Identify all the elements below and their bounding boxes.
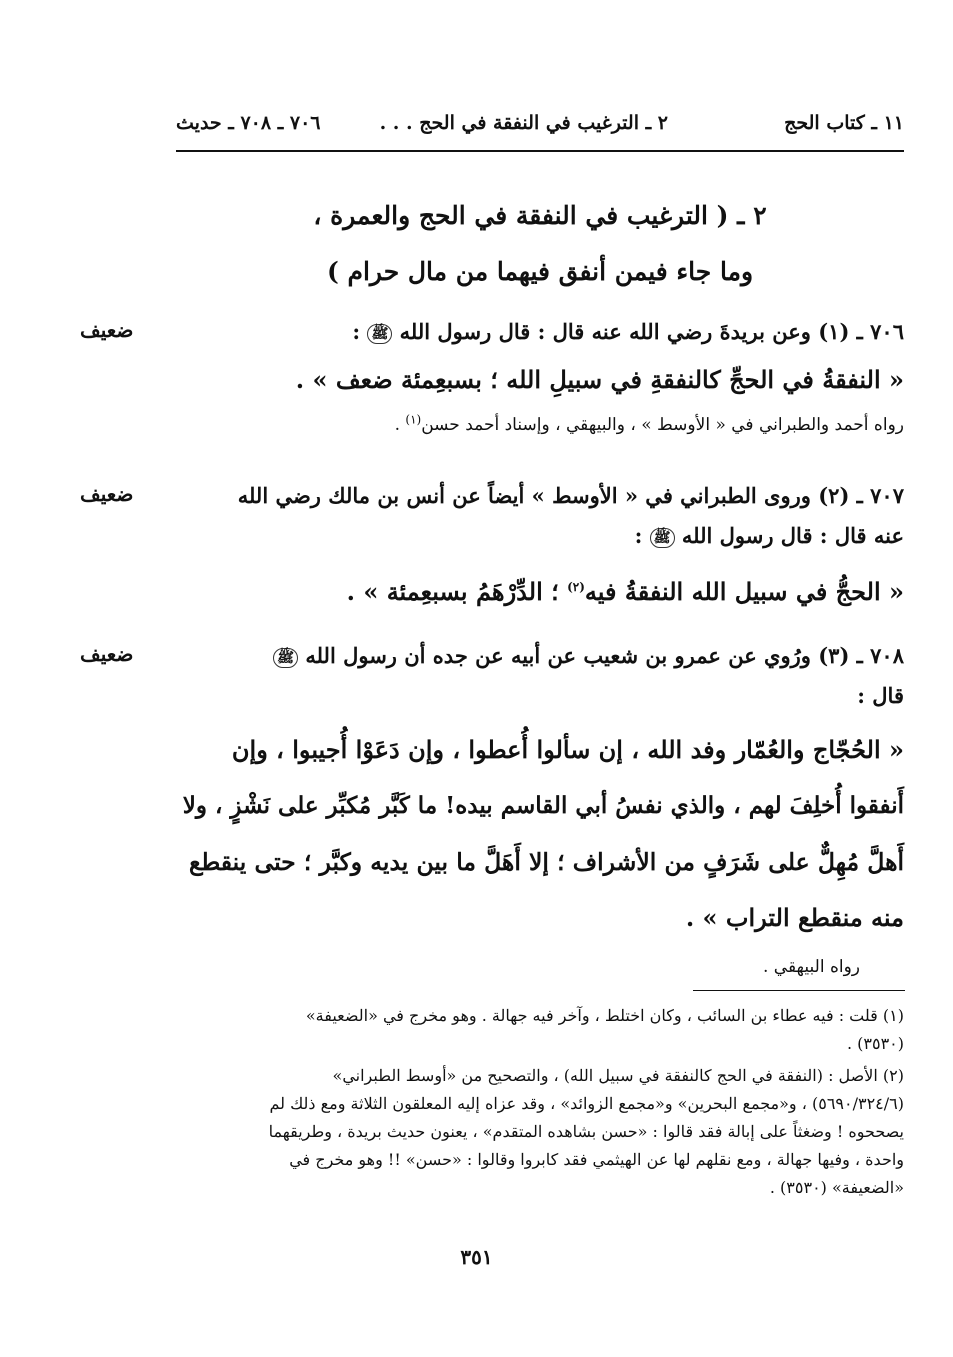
salutation-icon: ﷺ [367, 324, 392, 344]
hadith-707-text-b: ؛ الدِّرْهَمُ بسبعِمئة » . [346, 577, 568, 606]
grade-label-707: ضعيف [80, 482, 134, 506]
footnote-2-line-5: «الضعيفة» (٣٥٣٠) . [769, 1178, 904, 1197]
running-header-hadith-range: ٧٠٦ ـ ٧٠٨ ـ حديث [176, 112, 321, 134]
chapter-title [176, 188, 904, 300]
footnote-divider [693, 990, 905, 991]
footnote-ref-2: (٢) [567, 580, 585, 594]
running-header-book: ١١ ـ كتاب الحج [784, 112, 904, 134]
chapter-title-line-1: ٢ ـ ( الترغيب في النفقة في الحج والعمرة ، [313, 201, 767, 230]
hadith-706-intro-colon: : [352, 319, 368, 344]
running-header-chapter: ٢ ـ الترغيب في النفقة في الحج . . . [379, 112, 668, 134]
grade-label-706: ضعيف [80, 318, 134, 342]
hadith-707-text-a: « الحجُّ في سبيل الله النفقةُ فيه [584, 577, 904, 606]
footnote-2-line-3: يصححوه ! وضغثاً على إبالة فقد قالوا : «حسن بشاهده المتقدم» ، يعنون حديث بريدة ، وطريقهما [268, 1122, 904, 1141]
footnote-2-line-2: (٥٦٩٠/٣٢٤/٦) ، و«مجمع البحرين» و«مجمع الزوائد» ، وقد عزاه إليه المعلقون الثلاثة ومع ذلك لم [269, 1094, 904, 1113]
grade-label-708: ضعيف [80, 642, 134, 666]
footnote-1-line-2: (٣٥٣٠) . [846, 1034, 904, 1053]
hadith-708-intro-line-1 [176, 636, 904, 676]
hadith-706-source-end: . [394, 415, 406, 435]
footnote-ref-1: (١) [405, 412, 422, 427]
hadith-708-intro-text: ٧٠٨ ـ (٣) ورُوي عن عمرو بن شعيب عن أبيه عن جده أن رسول الله [305, 643, 904, 668]
footnote-2-line-1: (٢) الأصل : (النفقة في الحج كالنفقة في سبيل الله) ، والتصحيح من «أوسط الطبراني» [332, 1066, 904, 1085]
footnotes [176, 1002, 904, 1202]
hadith-708-source: رواه البيهقي . [762, 957, 860, 977]
salutation-icon: ﷺ [650, 528, 675, 548]
hadith-708-text-line-3: أَهلَّ مُهِلٌّ على شَرَفٍ من الأشراف ؛ إلا أَهَلَّ ما بين يديه وكبَّر ؛ حتى ينقطع [189, 848, 904, 876]
hadith-707-intro-line-2 [176, 516, 904, 556]
hadith-708-text-line-4: منه منقطع التراب » . [685, 903, 904, 932]
hadith-707 [176, 476, 904, 620]
hadith-706-intro [176, 312, 904, 352]
hadith-706-source-text: رواه أحمد والطبراني في « الأوسط » ، والبيهقي ، وإسناد أحمد حسن [421, 415, 904, 435]
hadith-706-text: « النفقةُ في الحجِّ كالنفقةِ في سبيلِ الله ؛ بسبعِمئة ضعف » . [295, 365, 904, 394]
hadith-708-text-line-2: أَنفقوا أُخلِفَ لهم ، والذي نفسُ أبي القاسم بيده! ما كَبَّر مُكبِّر على نَشْزٍ ، ولا [182, 792, 904, 819]
hadith-707-text [176, 564, 904, 620]
footnote-1-line-1: (١) قلت : فيه عطاء بن السائب ، وكان اختلط ، وآخر فيه جهالة . وهو مخرج في «الضعيفة» [305, 1006, 904, 1025]
running-header [176, 108, 904, 142]
page-number: ٣٥١ [460, 1245, 493, 1269]
hadith-707-intro-colon: : [634, 523, 650, 548]
hadith-708-text-line-1: « الحُجّاج والعُمّار وفد الله ، إن سألوا أُعطوا ، وإن دَعَوْا أُجيبوا ، وإن [231, 735, 904, 764]
hadith-706-source [176, 408, 904, 442]
hadith-707-intro-line-1: ٧٠٧ ـ (٢) وروى الطبراني في « الأوسط » أيضاً عن أنس بن مالك رضي الله [237, 483, 904, 508]
hadith-706-intro-text: ٧٠٦ ـ (١) وعن بريدةَ رضي الله عنه قال : قال رسول الله [399, 319, 904, 344]
hadith-707-intro-text: عنه قال : قال رسول الله [681, 523, 904, 548]
hadith-708-intro-line-2: قال : [857, 683, 904, 708]
header-divider [176, 150, 904, 152]
footnote-2-line-4: واحدة ، وفيها جهالة ، ومع نقلهم لها عن الهيثمي فقد كابروا وقالوا : «حسن» !! وهو مخرج في [289, 1150, 904, 1169]
chapter-title-line-2: وما جاء فيمن أنفق فيهما من مال حرام ) [326, 257, 754, 286]
hadith-706 [176, 312, 904, 442]
hadith-708 [176, 636, 904, 984]
salutation-icon: ﷺ [273, 648, 298, 668]
